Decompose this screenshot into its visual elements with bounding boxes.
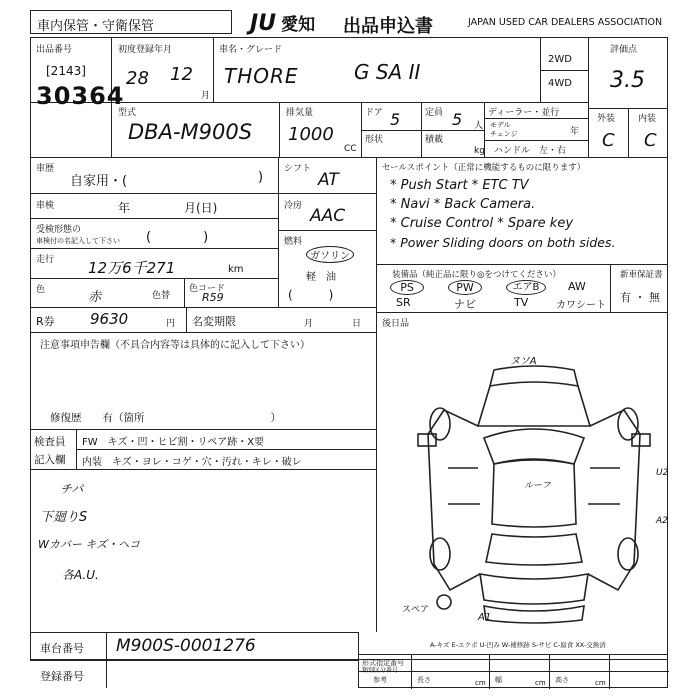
divider — [279, 102, 280, 157]
checker-fw: FW キズ・凹・ヒビ割・リペア跡・X要 — [82, 437, 265, 448]
divider — [411, 655, 412, 689]
divider — [30, 469, 376, 470]
divider — [376, 157, 377, 332]
diagram-mark-right2: A2 — [656, 516, 668, 526]
history-label: 車歴 — [36, 164, 55, 174]
width-unit: cm — [535, 679, 546, 687]
storage-label: 車内保管・守衛保管 — [37, 19, 155, 34]
divider — [376, 332, 377, 632]
mileage-value: 12万6千271 — [88, 259, 176, 277]
car-name: THORE — [224, 64, 299, 88]
seats-value: 5 — [452, 110, 463, 129]
repair-history: 修復歴 有（箇所 ） — [50, 412, 281, 424]
divider — [588, 37, 589, 157]
fuel-oil: 軽 油 — [306, 272, 336, 283]
lot-label: 出品番号 — [36, 45, 73, 55]
equip-tv: TV — [514, 296, 529, 309]
drive-4wd: 4WD — [548, 78, 572, 89]
history-value: 自家用・( — [70, 174, 128, 189]
model-label: モデル — [490, 121, 511, 129]
divider — [76, 449, 376, 450]
dealer-label: ディーラー・並行 — [488, 108, 560, 118]
divider — [359, 671, 669, 672]
divider — [610, 264, 611, 312]
inspector-note: チパ — [60, 482, 84, 496]
width-label: 幅 — [495, 676, 502, 684]
mileage-unit: km — [228, 264, 244, 275]
model-sub: チェンジ — [490, 130, 518, 138]
logo — [250, 10, 315, 36]
inspector-note: 各A.U. — [62, 568, 99, 582]
damage-legend: A-キズ E-エクボ U-凹み W-補修跡 S-サビ C-腐食 XX-交換済 — [430, 641, 606, 649]
equip-aw: AW — [568, 280, 586, 293]
sales-line: * Push Start * ETC TV — [390, 178, 529, 193]
divider — [30, 429, 376, 430]
divider — [278, 193, 376, 194]
warranty-value: 有 ・ 無 — [620, 291, 660, 304]
warranty-label: 新車保証書 — [620, 270, 663, 280]
type-value: DBA-M900S — [128, 120, 253, 144]
shift-value: AT — [318, 170, 339, 190]
divider — [484, 118, 588, 119]
color-code-label: 色コード — [189, 284, 226, 294]
load-unit: kg — [474, 146, 485, 156]
color-code: R59 — [202, 291, 224, 304]
equip-airbag: エアB — [506, 280, 546, 295]
regnum-label: 登録番号 — [40, 670, 84, 683]
diagram-mark-roof: ルーフ — [524, 481, 551, 491]
length-label: 長さ — [417, 676, 431, 684]
notes-label: 注意事項申告欄（不具合内容等は具体的に記入して下さい） — [40, 340, 310, 351]
cooling-label: 冷房 — [284, 201, 303, 211]
mileage-label: 走行 — [36, 255, 55, 265]
inspect-month: 月(日) — [184, 201, 218, 215]
divider — [628, 108, 629, 157]
diagram-mark-right1: U2 — [656, 468, 669, 478]
cooling-value: AAC — [310, 206, 346, 226]
equip-label: 装備品（純正品に限り◎をつけてください） — [392, 270, 561, 280]
fuel-paren: ( ) — [288, 288, 334, 302]
receive-label: 受検形態の — [36, 225, 82, 235]
color-value: 赤 — [88, 290, 102, 305]
inspect-label: 車検 — [36, 201, 55, 211]
seats-unit: 人 — [474, 121, 484, 131]
sales-lines — [390, 176, 615, 252]
height-unit: cm — [595, 679, 606, 687]
divider — [30, 632, 358, 633]
interior-label: 内装 — [638, 114, 657, 124]
divider — [30, 193, 278, 194]
inspect-year: 年 — [118, 201, 131, 215]
equip-ps: PS — [390, 280, 424, 295]
divider — [30, 218, 278, 219]
storage-box — [30, 10, 232, 34]
logo-brand: 愛知 — [281, 15, 316, 35]
divider — [184, 278, 185, 307]
recycle-value: 9630 — [90, 310, 129, 328]
recycle-label: R券 — [36, 315, 55, 328]
divider — [30, 248, 278, 249]
receive-paren: ( ) — [146, 230, 209, 245]
logo-ju: JU — [250, 11, 277, 36]
shift-label: シフト — [284, 164, 312, 174]
name-change-day: 日 — [352, 319, 362, 329]
recycle-unit: 円 — [166, 319, 176, 329]
spare-label: スペア — [402, 605, 430, 615]
name-change-month: 月 — [304, 319, 314, 329]
class-label: 類別区分番号 — [362, 667, 399, 674]
divider — [278, 157, 279, 307]
name-change-label: 名変期限 — [192, 315, 236, 328]
sales-label: セールスポイント（正常に機能するものに限ります） — [382, 163, 586, 173]
divider — [30, 332, 376, 333]
checker-label-1: 検査員 — [34, 436, 66, 448]
inspector-note: 下廻りS — [40, 510, 88, 525]
rear-inspect-label: 後日品 — [382, 319, 410, 329]
association-name: JAPAN USED CAR DEALERS ASSOCIATION — [468, 17, 663, 28]
reg-month-unit: 月 — [201, 91, 211, 101]
diagram-mark-top: ヌソA — [510, 356, 537, 367]
divider — [30, 278, 278, 279]
color-label: 色 — [36, 285, 46, 295]
disp-label: 排気量 — [286, 108, 314, 118]
history-close: ) — [258, 170, 264, 185]
car-grade: G SA II — [354, 60, 421, 84]
sales-line: * Cruise Control * Spare key — [390, 216, 574, 231]
equip-seat: カワシート — [556, 300, 606, 311]
score-label: 評価点 — [610, 45, 638, 55]
seats-label: 定員 — [425, 108, 444, 118]
lot-bracket: [2143] — [46, 64, 86, 78]
handle-label: ハンドル 左・右 — [494, 146, 567, 156]
reg-year: 28 — [126, 68, 149, 89]
length-unit: cm — [475, 679, 486, 687]
divider — [609, 655, 610, 689]
divider — [186, 307, 187, 332]
divider — [484, 140, 588, 141]
lot-number: 30364 — [36, 82, 125, 110]
checker-label-2: 記入欄 — [34, 454, 66, 466]
divider — [376, 312, 668, 313]
fuel-label: 燃料 — [284, 237, 303, 247]
shape-label: 形状 — [365, 135, 384, 145]
sales-line: * Navi * Back Camera. — [390, 197, 536, 212]
spec-label: 形式指定番号 — [362, 659, 404, 667]
car-damage-diagram — [414, 364, 654, 626]
chassis-label: 車台番号 — [40, 642, 84, 655]
divider — [376, 264, 668, 265]
type-label: 型式 — [118, 108, 137, 118]
diagram-mark-bottom: A1 — [478, 612, 492, 623]
exterior-grade: C — [602, 130, 615, 151]
divider — [213, 37, 214, 102]
interior-grade: C — [644, 130, 657, 151]
spec-table — [358, 654, 668, 688]
checker-interior: 内装 キズ・ヨレ・コゲ・穴・汚れ・キレ・破レ — [82, 457, 302, 468]
color-change-label: 色替 — [152, 291, 171, 301]
drive-2wd: 2WD — [548, 54, 572, 65]
reg-label: 初度登録年月 — [118, 45, 173, 55]
model-year-unit: 年 — [570, 127, 580, 137]
divider — [106, 632, 107, 688]
divider — [489, 655, 490, 689]
disp-unit: CC — [344, 144, 357, 154]
divider — [361, 130, 484, 131]
car-label: 車名・グレード — [219, 45, 283, 55]
sales-line: * Power Sliding doors on both sides. — [390, 235, 616, 250]
inspector-note: Wカバー キズ・ヘコ — [38, 538, 141, 551]
divider — [540, 70, 588, 71]
load-label: 積載 — [425, 135, 444, 145]
divider — [30, 660, 358, 661]
divider — [30, 157, 668, 158]
doors-label: ドア — [365, 108, 383, 118]
equip-pw: PW — [448, 280, 482, 295]
reg-month: 12 — [170, 64, 193, 85]
disp-value: 1000 — [288, 124, 334, 145]
ref-label: 参考 — [373, 676, 387, 684]
doors-value: 5 — [390, 110, 401, 129]
divider — [278, 230, 376, 231]
divider — [30, 307, 376, 308]
exterior-label: 外装 — [597, 114, 616, 124]
fuel-gas: ガソリン — [306, 246, 354, 263]
divider — [549, 655, 550, 689]
equip-sr: SR — [396, 296, 411, 309]
equip-navi: ナビ — [454, 298, 476, 311]
form-title: 出品申込書 — [343, 16, 433, 37]
score-value: 3.5 — [610, 68, 645, 93]
chassis-value: M900S-0001276 — [116, 636, 256, 656]
height-label: 高さ — [555, 676, 569, 684]
receive-sub: 車検付の名記入して下さい — [36, 237, 120, 245]
